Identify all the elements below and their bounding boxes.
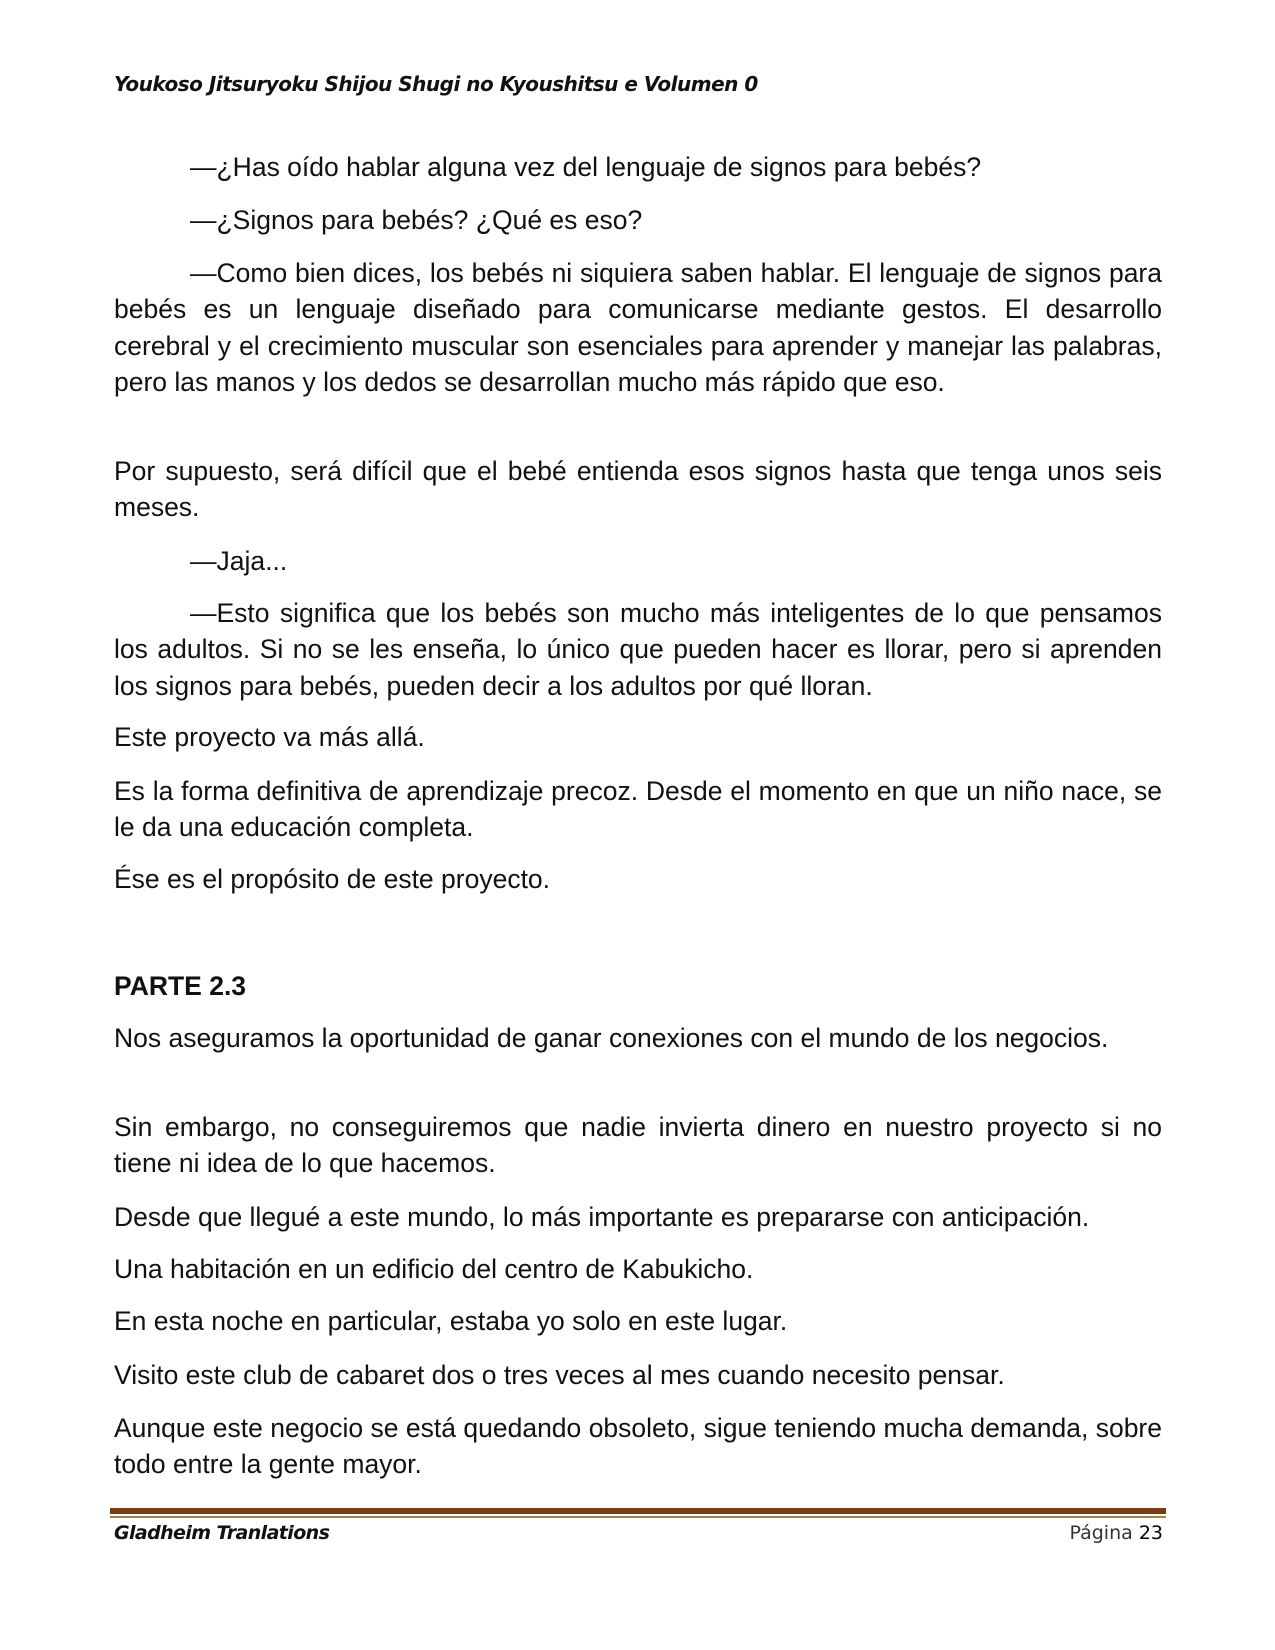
- page-number: [1069, 1522, 1163, 1544]
- paragraph: Ése es el propósito de este proyecto.: [114, 864, 551, 894]
- running-header: Youkoso Jitsuryoku Shijou Shugi no Kyoushitsu e Volumen 0: [114, 72, 758, 96]
- paragraph: —Jaja...: [190, 546, 288, 576]
- page-number-value: 23: [1138, 1522, 1163, 1544]
- paragraph: —Como bien dices, los bebés ni siquiera saben hablar. El lenguaje de signos para bebés es un lenguaje diseñado para comunicarse mediante gestos. El desarrollo cerebral y el crecimiento muscular son esenciales para aprender y manejar las palabras, pero las manos y los dedos se desarrollan mucho más rápido que eso.: [114, 258, 1162, 397]
- paragraph: —Esto significa que los bebés son mucho más inteligentes de lo que pensamos los adultos. Si no se les enseña, lo único que pueden hacer es llorar, pero si aprenden los signos para bebés, pueden decir a los adultos por qué lloran.: [114, 598, 1162, 701]
- paragraph: —¿Has oído hablar alguna vez del lenguaje de signos para bebés?: [190, 152, 982, 182]
- paragraph: Aunque este negocio se está quedando obsoleto, sigue teniendo mucha demanda, sobre todo entre la gente mayor.: [114, 1413, 1162, 1480]
- footer-rule: [110, 1508, 1166, 1514]
- paragraph: Sin embargo, no conseguiremos que nadie invierta dinero en nuestro proyecto si no tiene ni idea de lo que hacemos.: [114, 1112, 1162, 1179]
- footer-rule-thin: [110, 1516, 1166, 1518]
- paragraph: Es la forma definitiva de aprendizaje precoz. Desde el momento en que un niño nace, se le da una educación completa.: [114, 776, 1162, 843]
- section-heading: PARTE 2.3: [114, 971, 247, 1001]
- paragraph: Por supuesto, será difícil que el bebé entienda esos signos hasta que tenga unos seis meses.: [114, 456, 1162, 523]
- page-label: Página: [1069, 1522, 1133, 1544]
- paragraph: Desde que llegué a este mundo, lo más importante es prepararse con anticipación.: [114, 1202, 1090, 1232]
- paragraph: Este proyecto va más allá.: [114, 722, 425, 752]
- paragraph: Visito este club de cabaret dos o tres veces al mes cuando necesito pensar.: [114, 1360, 1005, 1390]
- paragraph: —¿Signos para bebés? ¿Qué es eso?: [190, 205, 643, 235]
- footer-credit: Gladheim Tranlations: [114, 1522, 330, 1544]
- paragraph: En esta noche en particular, estaba yo solo en este lugar.: [114, 1306, 788, 1336]
- paragraph: Nos aseguramos la oportunidad de ganar conexiones con el mundo de los negocios.: [114, 1023, 1109, 1053]
- paragraph: Una habitación en un edificio del centro de Kabukicho.: [114, 1254, 754, 1284]
